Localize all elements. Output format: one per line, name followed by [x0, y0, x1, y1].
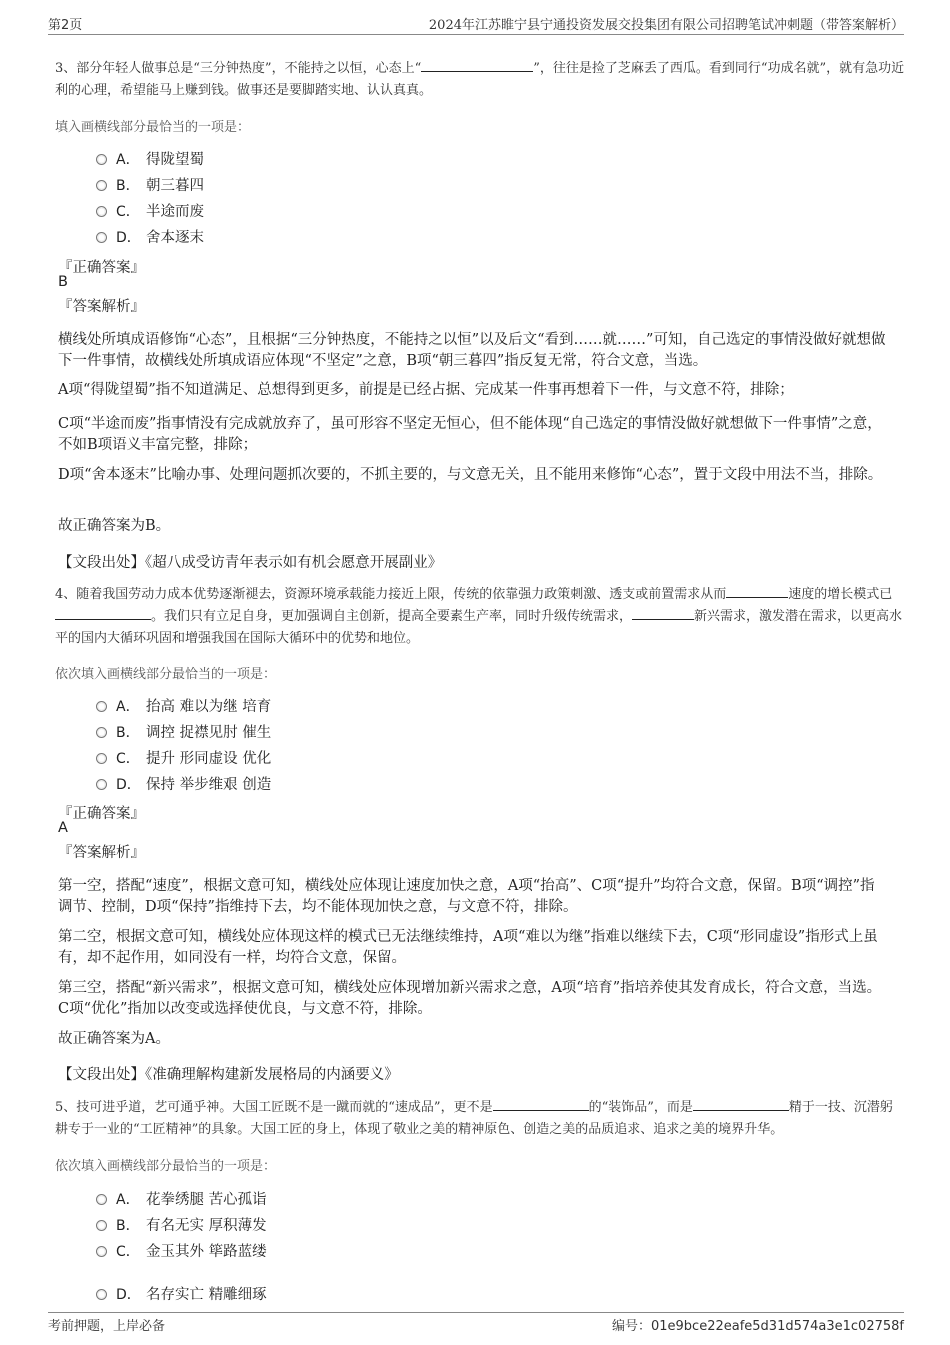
- analysis-paragraph: 第三空，搭配“新兴需求”，根据文意可知，横线处应体现增加新兴需求之意，A项“培育”指培养使其发育成长，符合文意，当选。C项“优化”指加以改变或选择使优良，与文意不符，排除。: [58, 980, 882, 1017]
- answer-blank: [693, 1098, 789, 1111]
- analysis-label: 『答案解析』: [58, 845, 145, 861]
- radio-icon[interactable]: [96, 1289, 107, 1300]
- analysis-paragraph: 第二空，根据文意可知，横线处应体现这样的模式已无法继续维持，A项“难以为继”指难以继续下去，C项“形同虚设”指形式上虽有，却不起作用，如同没有一样，均符合文意，保留。: [58, 929, 878, 966]
- page-footer: [48, 1312, 904, 1335]
- radio-icon[interactable]: [96, 232, 107, 243]
- radio-icon[interactable]: [96, 154, 107, 165]
- question-4-stem: 4、随着我国劳动力成本优势逐渐褪去，资源环境承载能力接近上限，传统的依靠强力政策刺激、透支或前置需求从而 速度的增长模式已。我们只有立足自身，更加强调自主创新，提高全要素生产率，同时升级传统需求， 新兴需求，激发潜在需求，以更高水平的国内大循环巩固和增强我国在国际大循环中的优势和地位。: [55, 587, 903, 646]
- answer-blank: [726, 585, 788, 598]
- document-code: 编号：01e9bce22eafe5d31d574a3e1c02758f: [611, 1319, 904, 1334]
- option-d[interactable]: D． 名存实亡 精雕细琢: [96, 1283, 267, 1304]
- radio-icon[interactable]: [96, 206, 107, 217]
- option-d[interactable]: D． 保持 举步维艰 创造: [96, 773, 271, 794]
- footer-motto: 考前押题，上岸必备: [48, 1319, 166, 1334]
- option-c[interactable]: C． 提升 形同虚设 优化: [96, 747, 271, 768]
- page-header: [48, 12, 904, 35]
- passage-source: 【文段出处】《超八成受访青年表示如有机会愿意开展副业》: [58, 555, 443, 571]
- analysis-paragraph: D项“舍本逐末”比喻办事、处理问题抓次要的，不抓主要的，与文意无关，且不能用来修饰“心态”，置于文段中用法不当，排除。: [58, 467, 883, 483]
- correct-answer: B: [58, 274, 68, 290]
- option-c[interactable]: C． 半途而废: [96, 200, 204, 221]
- radio-icon[interactable]: [96, 753, 107, 764]
- radio-icon[interactable]: [96, 180, 107, 191]
- radio-icon[interactable]: [96, 727, 107, 738]
- analysis-paragraph: 第一空，搭配“速度”，根据文意可知，横线处应体现让速度加快之意，A项“抬高”、C项“提升”均符合文意，保留。B项“调控”指调节、控制，D项“保持”指维持下去，均不能体现加快之意，与文意不符，排除。: [58, 878, 875, 915]
- question-4-prompt: 依次填入画横线部分最恰当的一项是：: [55, 667, 277, 682]
- page-number: 第2页: [48, 18, 83, 33]
- radio-icon[interactable]: [96, 1246, 107, 1257]
- option-a[interactable]: A． 花拳绣腿 苦心孤诣: [96, 1188, 267, 1209]
- option-a[interactable]: A． 抬高 难以为继 培育: [96, 695, 271, 716]
- option-b[interactable]: B． 朝三暮四: [96, 174, 204, 195]
- radio-icon[interactable]: [96, 701, 107, 712]
- analysis-conclusion: 故正确答案为B。: [58, 518, 171, 534]
- correct-answer: A: [58, 820, 68, 836]
- question-5-stem: 5、技可进乎道，艺可通乎神。大国工匠既不是一蹴而就的“速成品”，更不是 的“装饰品”，而是 精于一技、沉潜躬耕专于一业的“工匠精神”的具象。大国工匠的身上，体现了敬业之美的精神原色、创造之美的品质追求、追求之美的境界升华。: [55, 1100, 893, 1137]
- option-d[interactable]: D． 舍本逐末: [96, 226, 204, 247]
- analysis-paragraph: 横线处所填成语修饰“心态”，且根据“三分钟热度，不能持之以恒”以及后文“看到……就……”可知，自己选定的事情没做好就想做下一件事情，故横线处所填成语应体现“不坚定”之意，B项“朝三暮四”指反复无常，符合文意，当选。: [58, 332, 886, 369]
- question-3-prompt: 填入画横线部分最恰当的一项是：: [55, 120, 251, 135]
- analysis-paragraph: A项“得陇望蜀”指不知道满足、总想得到更多，前提是已经占据、完成某一件事再想着下一件，与文意不符，排除；: [58, 382, 794, 398]
- analysis-conclusion: 故正确答案为A。: [58, 1031, 170, 1047]
- radio-icon[interactable]: [96, 779, 107, 790]
- answer-blank: [632, 607, 694, 620]
- question-3-stem: 3、部分年轻人做事总是“三分钟热度”，不能持之以恒，心态上“ ”，往往是捡了芝麻丢了西瓜。看到同行“功成名就”，就有急功近利的心理，希望能马上赚到钱。做事还是要脚踏实地、认认真真。: [55, 61, 905, 98]
- option-c[interactable]: C． 金玉其外 筚路蓝缕: [96, 1240, 267, 1261]
- option-b[interactable]: B． 调控 捉襟见肘 催生: [96, 721, 271, 742]
- document-title: 2024年江苏睢宁县宁通投资发展交投集团有限公司招聘笔试冲刺题（带答案解析）: [428, 18, 904, 33]
- question-5-prompt: 依次填入画横线部分最恰当的一项是：: [55, 1159, 277, 1174]
- passage-source: 【文段出处】《准确理解构建新发展格局的内涵要义》: [58, 1067, 399, 1083]
- option-a[interactable]: A． 得陇望蜀: [96, 148, 204, 169]
- correct-answer-label: 『正确答案』: [58, 806, 145, 822]
- radio-icon[interactable]: [96, 1194, 107, 1205]
- radio-icon[interactable]: [96, 1220, 107, 1231]
- analysis-label: 『答案解析』: [58, 299, 145, 315]
- answer-blank: [55, 607, 151, 620]
- answer-blank: [493, 1098, 589, 1111]
- correct-answer-label: 『正确答案』: [58, 260, 145, 276]
- analysis-paragraph: C项“半途而废”指事情没有完成就放弃了，虽可形容不坚定无恒心，但不能体现“自己选定的事情没做好就想做下一件事情”之意，不如B项语义丰富完整，排除；: [58, 416, 882, 453]
- option-b[interactable]: B． 有名无实 厚积薄发: [96, 1214, 267, 1235]
- answer-blank: [421, 59, 533, 72]
